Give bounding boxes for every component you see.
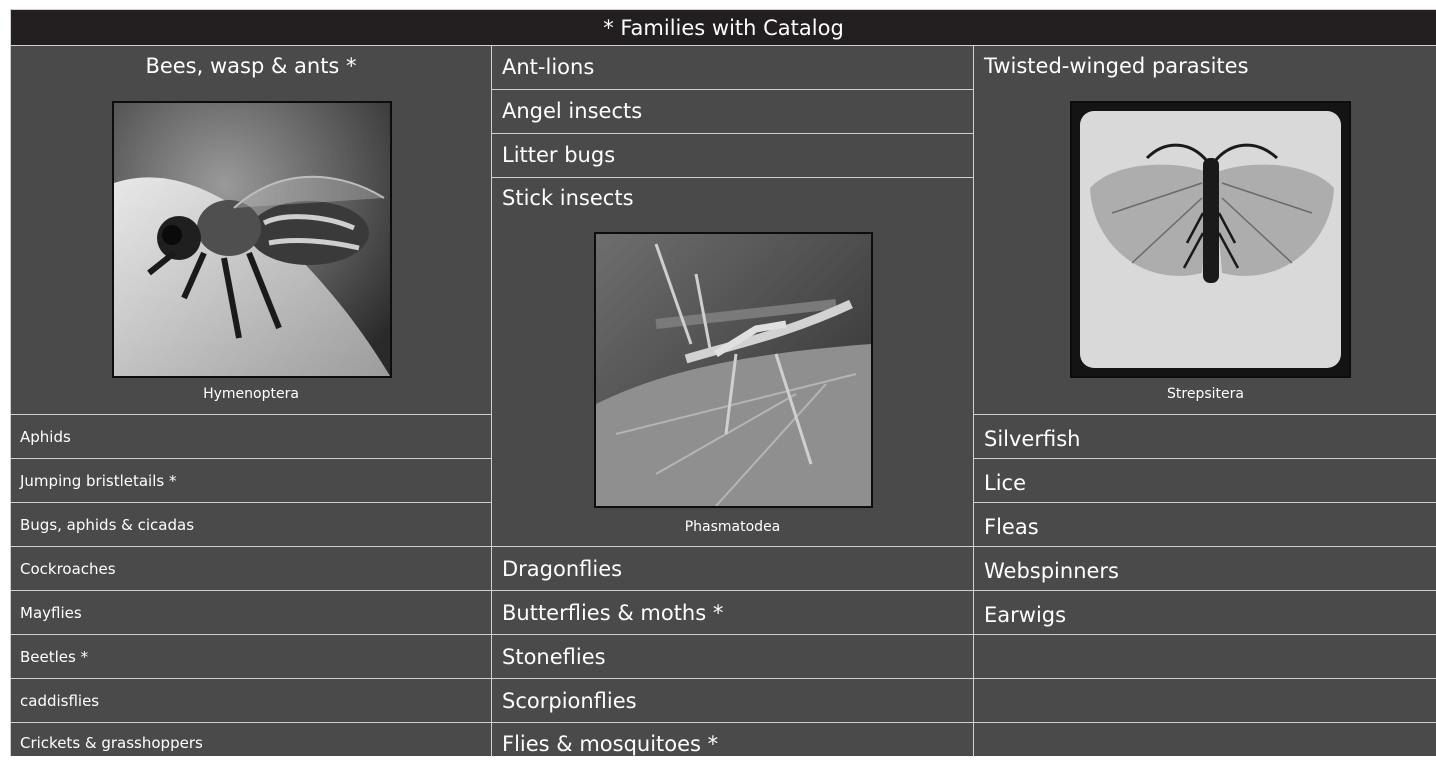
list-item[interactable]: [11, 679, 491, 723]
column-1: [11, 46, 492, 757]
list-item[interactable]: [11, 591, 491, 635]
stick-insect-photo: [594, 232, 873, 508]
list-item-label: Crickets & grasshoppers: [20, 734, 203, 752]
list-item-label: Aphids: [20, 428, 71, 446]
list-item-label: Webspinners: [984, 559, 1120, 583]
list-item-label: Jumping bristletails *: [20, 472, 177, 490]
list-item-label: Earwigs: [984, 603, 1067, 627]
list-item[interactable]: [11, 459, 491, 503]
list-item-label: Lice: [984, 471, 1026, 495]
strepsiptera-photo: [1070, 101, 1351, 378]
feature-title: Bees, wasp & ants *: [145, 54, 357, 78]
list-item[interactable]: [492, 679, 973, 723]
list-item[interactable]: [974, 503, 1436, 547]
list-item-label: Cockroaches: [20, 560, 116, 578]
list-item-label: Flies & mosquitoes *: [502, 732, 719, 756]
feature-phasmatodea[interactable]: [492, 178, 973, 547]
list-item-label: Scorpionflies: [502, 689, 637, 713]
empty-cell: [974, 679, 1436, 723]
empty-cell: [974, 635, 1436, 679]
list-item-label: Fleas: [984, 515, 1039, 539]
list-item[interactable]: [492, 547, 973, 591]
list-item[interactable]: [11, 415, 491, 459]
list-item-label: Butterflies & moths *: [502, 601, 724, 625]
list-item[interactable]: [11, 723, 491, 757]
list-item-label: Angel insects: [502, 99, 643, 123]
list-item-label: Beetles *: [20, 648, 89, 666]
column-2: [492, 46, 974, 757]
feature-caption: Strepsitera: [1167, 386, 1244, 402]
list-item[interactable]: [492, 635, 973, 679]
list-item-label: Mayflies: [20, 604, 82, 622]
feature-title: Stick insects: [502, 186, 634, 210]
bee-photo: [112, 101, 392, 378]
feature-caption: Hymenoptera: [203, 386, 299, 402]
feature-hymenoptera[interactable]: [11, 46, 491, 415]
list-item[interactable]: [492, 134, 973, 178]
list-item[interactable]: [492, 90, 973, 134]
list-item-label: Bugs, aphids & cicadas: [20, 516, 195, 534]
list-item[interactable]: [974, 591, 1436, 635]
list-item[interactable]: [492, 46, 973, 90]
list-item[interactable]: [492, 591, 973, 635]
list-item-label: caddisflies: [20, 692, 100, 710]
list-item[interactable]: [974, 415, 1436, 459]
list-item-label: Litter bugs: [502, 143, 616, 167]
list-item[interactable]: [974, 459, 1436, 503]
page-header: * Families with Catalog: [11, 10, 1436, 46]
column-3: [974, 46, 1436, 757]
list-item-label: Stoneflies: [502, 645, 606, 669]
feature-caption: Phasmatodea: [684, 519, 781, 535]
list-item[interactable]: [492, 723, 973, 757]
insect-order-grid: [10, 9, 1436, 756]
list-item-label: Dragonflies: [502, 557, 623, 581]
list-item-label: Ant-lions: [502, 55, 595, 79]
list-item-label: Silverfish: [984, 427, 1081, 451]
feature-title: Twisted-winged parasites: [984, 54, 1249, 78]
list-item[interactable]: [11, 547, 491, 591]
list-item[interactable]: [11, 503, 491, 547]
list-item[interactable]: [11, 635, 491, 679]
list-item[interactable]: [974, 547, 1436, 591]
feature-strepsiptera[interactable]: [974, 46, 1436, 415]
